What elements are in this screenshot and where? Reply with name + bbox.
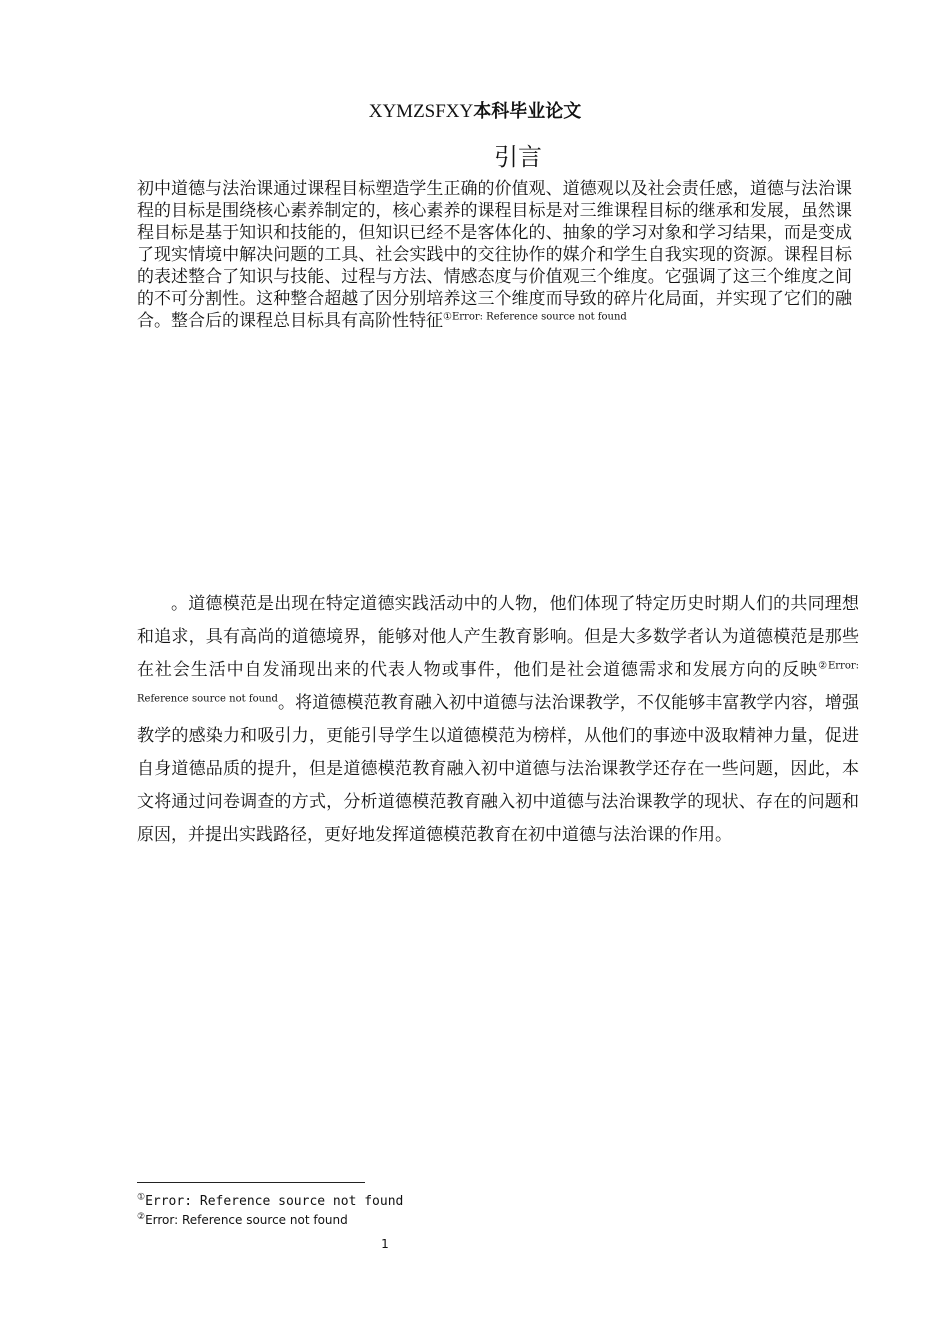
footnote-reference-1[interactable]: ①Error: Reference source not found	[443, 311, 627, 323]
footnote-1-mark: ①	[137, 1192, 146, 1203]
footnote-1-text: Error: Reference source not found	[145, 1194, 404, 1209]
document-header	[0, 97, 950, 123]
page-title: 引言	[494, 143, 542, 171]
footnote-2-text: Error: Reference source not found	[145, 1213, 348, 1227]
footnote-separator	[137, 1182, 365, 1183]
paragraph-text: 初中道德与法治课通过课程目标塑造学生正确的价值观、道德观以及社会责任感，道德与法治课程的目标是围绕核心素养制定的，核心素养的课程目标是对三维课程目标的继承和发展，虽然课程目标是基于知识和技能的，但知识已经不是客体化的、抽象的学习对象和学习结果，而是变成了现实情境中解决问题的工具、社会实践中的交往协作的媒介和学生自我实现的资源。课程目标的表述整合了知识与技能、过程与方法、情感态度与价值观三个维度。它强调了这三个维度之间的不可分割性。这种整合超越了因分别培养这三个维度而导致的碎片化局面，并实现了它们的融合。整合后的课程总目标具有高阶性特征	[137, 179, 852, 331]
header-label: 本科毕业论文	[473, 101, 582, 122]
footnote-2	[137, 1213, 348, 1227]
intro-paragraph-1	[137, 178, 852, 332]
header-code: XYMZSFXY	[368, 101, 474, 122]
paragraph-text-before: 。道德模范是出现在特定道德实践活动中的人物，他们体现了特定历史时期人们的共同理想和追求，具有高尚的道德境界，能够对他人产生教育影响。但是大多数学者认为道德模范是那些在社会生活中自发涌现出来的代表人物或事件，他们是社会道德需求和发展方向的反映	[137, 594, 859, 680]
footnote-reference-2[interactable]: ②Error: Reference source not found	[137, 660, 859, 705]
footnote-2-mark: ②	[137, 1212, 146, 1222]
intro-paragraph-2	[137, 588, 859, 852]
page-number: 1	[381, 1237, 389, 1251]
paragraph-text-after: 。将道德模范教育融入初中道德与法治课教学，不仅能够丰富教学内容，增强教学的感染力和吸引力，更能引导学生以道德模范为榜样，从他们的事迹中汲取精神力量，促进自身道德品质的提升，但是道德模范教育融入初中道德与法治课教学还存在一些问题，因此，本文将通过问卷调查的方式，分析道德模范教育融入初中道德与法治课教学的现状、存在的问题和原因，并提出实践路径，更好地发挥道德模范教育在初中道德与法治课的作用。	[137, 693, 860, 845]
footnote-1	[137, 1194, 403, 1209]
